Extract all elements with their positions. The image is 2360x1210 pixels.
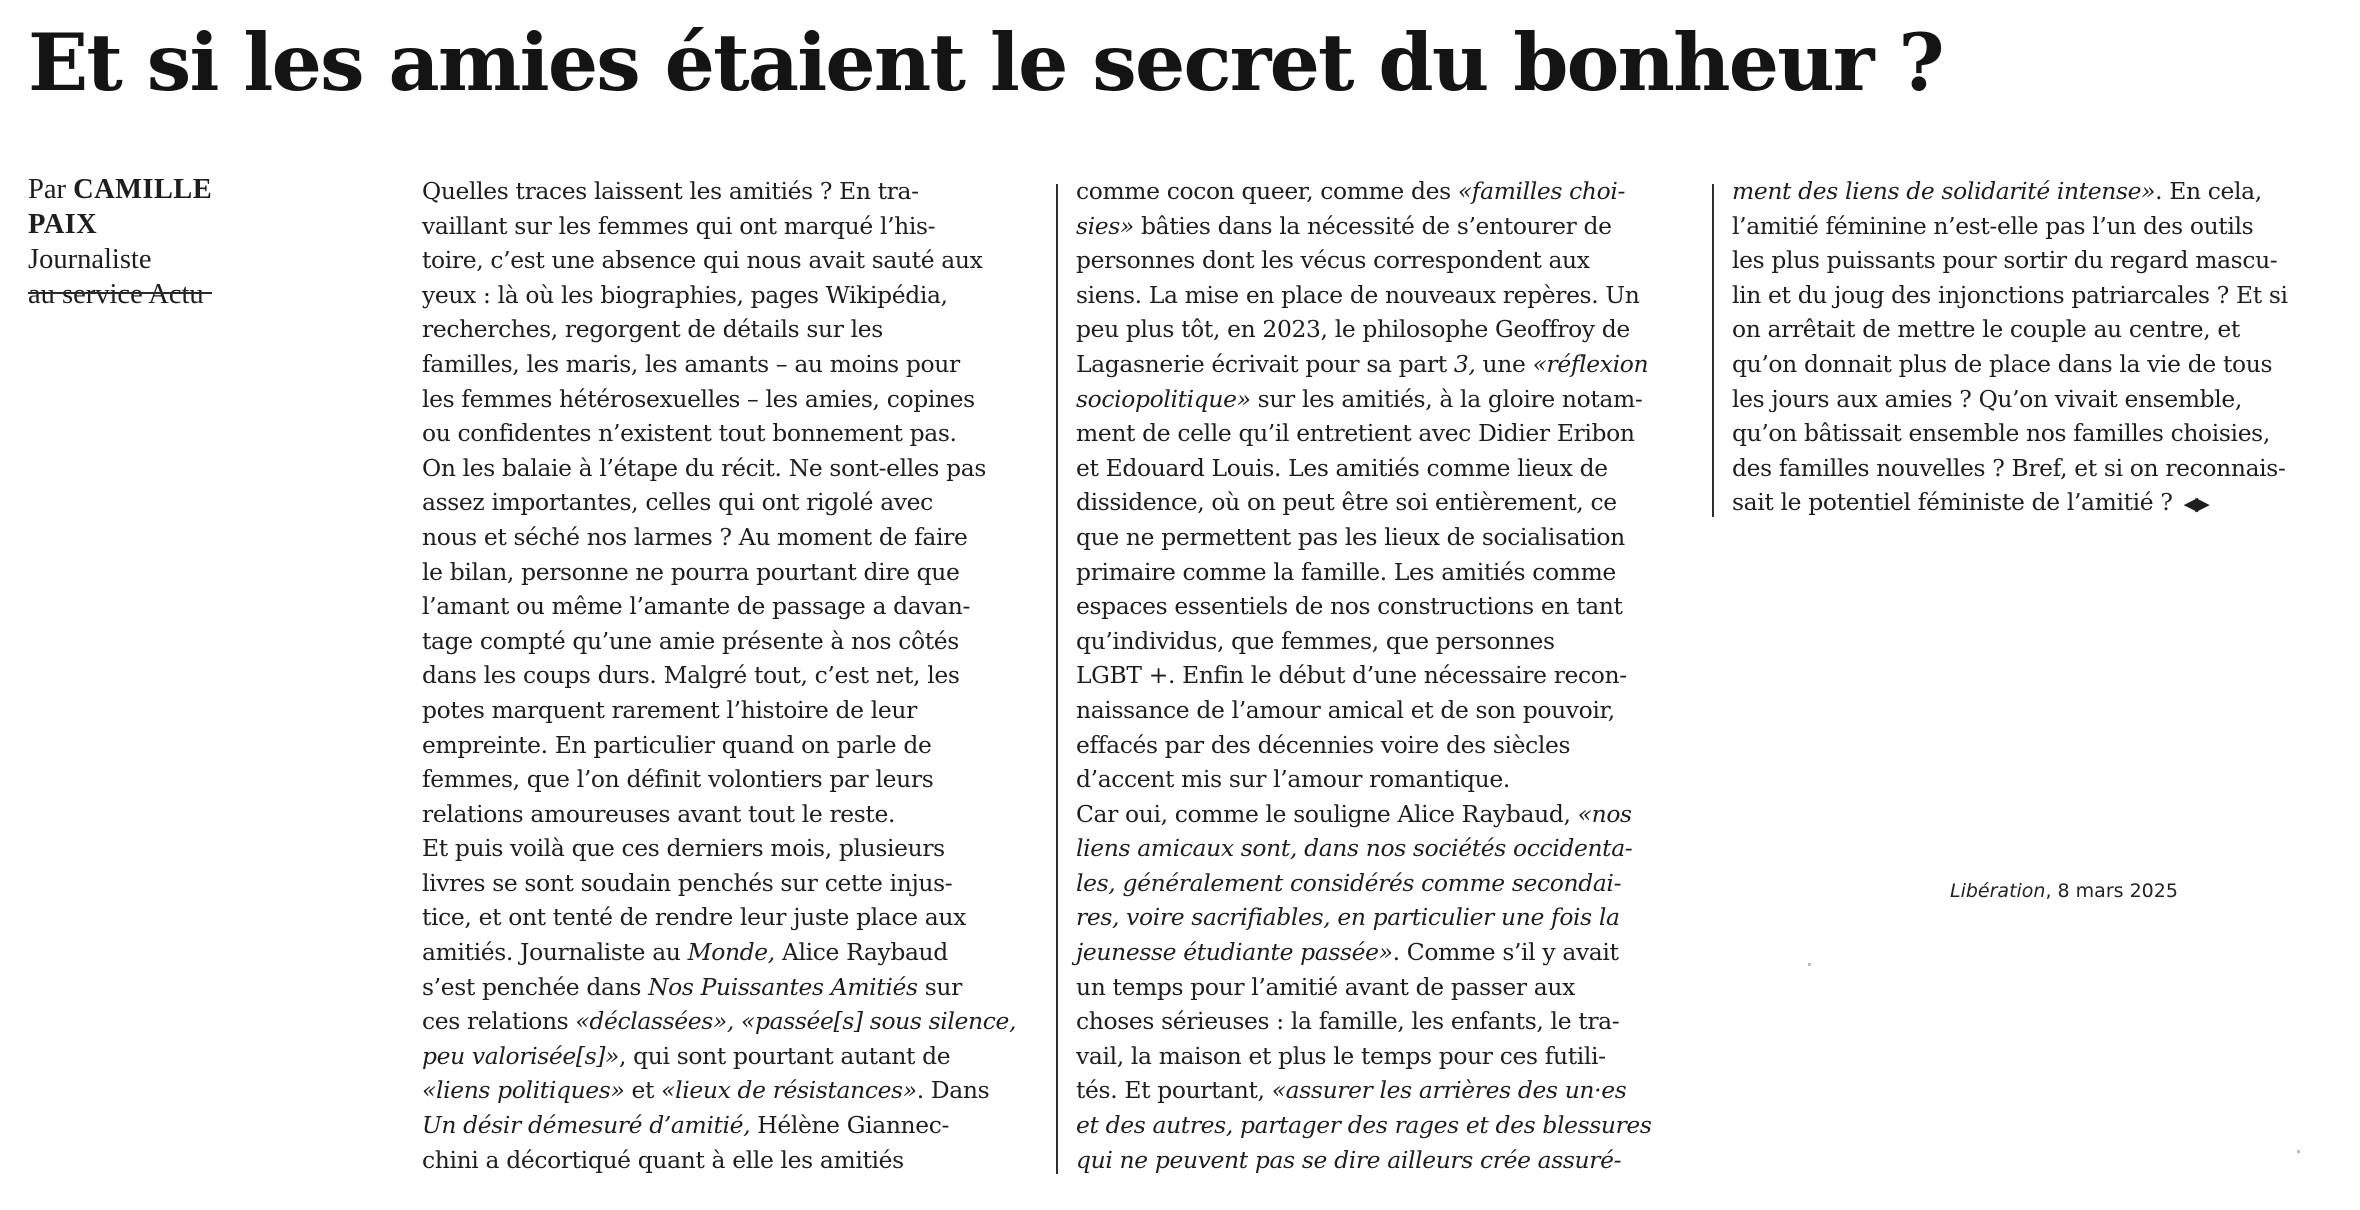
italic-text: qui ne peuvent pas se dire ailleurs crée assuré- <box>1076 1145 1622 1174</box>
text-line <box>1076 693 1615 728</box>
text-line <box>422 555 960 590</box>
text-run: et <box>624 1076 662 1105</box>
text-line <box>1076 589 1623 624</box>
text-run: choses sérieuses : la famille, les enfants, le tra- <box>1076 1007 1620 1036</box>
text-run: les plus puissants pour sortir du regard mascu- <box>1732 246 2278 275</box>
text-run: . Dans <box>916 1076 990 1105</box>
text-line <box>1732 312 2240 347</box>
text-run: et Edouard Louis. Les amitiés comme lieux de <box>1076 453 1608 482</box>
text-run: ces relations <box>422 1007 576 1036</box>
text-line <box>1076 624 1555 659</box>
text-line <box>422 866 953 901</box>
text-run: peu plus tôt, en 2023, le philosophe Geoffroy de <box>1076 315 1630 344</box>
text-line <box>1076 831 1633 866</box>
text-run: s’est penchée dans <box>422 972 649 1001</box>
text-line <box>1732 451 2286 486</box>
text-run: lin et du joug des injonctions patriarcales ? Et si <box>1732 280 2288 309</box>
text-run: ou confidentes n’existent tout bonnement pas. <box>422 419 957 448</box>
text-line <box>422 900 966 935</box>
italic-text: res, voire sacrifiables, en particulier une fois la <box>1076 903 1620 932</box>
text-line <box>422 658 960 693</box>
text-run: tés. Et pourtant, <box>1076 1076 1272 1105</box>
text-line <box>1732 278 2288 313</box>
text-run: naissance de l’amour amical et de son pouvoir, <box>1076 695 1615 724</box>
source-credit <box>1950 880 2178 902</box>
text-run: chini a décortiqué quant à elle les amitiés <box>422 1145 904 1174</box>
text-run: relations amoureuses avant tout le reste. <box>422 799 896 828</box>
text-line <box>1076 451 1608 486</box>
byline-role: Journaliste <box>28 244 152 275</box>
text-run: vaillant sur les femmes qui ont marqué l’his- <box>422 211 936 240</box>
text-run: comme cocon queer, comme des <box>1076 177 1458 205</box>
text-line <box>422 1004 1017 1039</box>
text-run: l’amitié féminine n’est-elle pas l’un des outils <box>1732 211 2254 240</box>
text-line <box>1076 797 1632 832</box>
italic-text: «liens politiques» <box>422 1076 625 1105</box>
italic-text: «lieux de résistances» <box>661 1076 917 1105</box>
italic-text: peu valorisée[s]» <box>422 1041 620 1070</box>
text-line <box>1732 209 2254 244</box>
text-line <box>422 1108 950 1143</box>
text-run: primaire comme la famille. Les amitiés comme <box>1076 557 1616 586</box>
text-line <box>422 278 948 313</box>
text-line <box>422 174 919 209</box>
text-run: le bilan, personne ne pourra pourtant dire que <box>422 557 960 586</box>
text-line <box>1076 520 1625 555</box>
italic-text: Monde, <box>687 938 775 967</box>
text-run: vail, la maison et plus le temps pour ces futili- <box>1076 1041 1606 1070</box>
text-run: qu’on bâtissait ensemble nos familles choisies, <box>1732 419 2270 448</box>
text-run: , qui sont pourtant autant de <box>619 1041 951 1070</box>
text-run: dans les coups durs. Malgré tout, c’est net, les <box>422 661 960 690</box>
text-run: familles, les maris, les amants – au moins pour <box>422 349 960 378</box>
text-run: les jours aux amies ? Qu’on vivait ensemble, <box>1732 384 2242 413</box>
text-line <box>1076 866 1622 901</box>
text-run: Lagasnerie écrivait pour sa part <box>1076 349 1454 378</box>
text-line <box>1732 347 2273 382</box>
italic-text: «réflexion <box>1532 349 1649 378</box>
column-divider-2 <box>1712 184 1714 517</box>
byline-divider <box>28 292 212 294</box>
italic-text: «familles choi- <box>1457 177 1626 205</box>
text-run: effacés par des décennies voire des siècles <box>1076 730 1571 759</box>
article-column-3 <box>1732 174 2288 522</box>
byline-author-row <box>28 172 218 242</box>
byline-prefix: Par <box>28 174 66 205</box>
italic-text: et des autres, partager des rages et des blessures <box>1076 1111 1652 1140</box>
italic-text: ment des liens de solidarité intense» <box>1732 177 2156 205</box>
text-line <box>1076 485 1617 520</box>
scan-speck <box>1808 963 1811 966</box>
text-line <box>422 243 983 278</box>
italic-text: liens amicaux sont, dans nos sociétés occidenta- <box>1076 834 1633 863</box>
italic-text: les, généralement considérés comme secondai- <box>1076 868 1622 897</box>
text-run: Car oui, comme le souligne Alice Raybaud, <box>1076 799 1578 828</box>
text-line <box>1732 243 2278 278</box>
column-divider-1 <box>1056 184 1058 1174</box>
article-headline: Et si les amies étaient le secret du bonheur ? <box>28 16 1943 109</box>
text-run: femmes, que l’on définit volontiers par leurs <box>422 765 934 794</box>
text-line <box>1076 900 1620 935</box>
text-line <box>1076 1108 1652 1143</box>
text-run: Et puis voilà que ces derniers mois, plusieurs <box>422 834 945 863</box>
text-line <box>422 728 932 763</box>
text-run: LGBT +. Enfin le début d’une nécessaire recon- <box>1076 661 1627 690</box>
text-line <box>1076 174 1626 209</box>
text-run: on arrêtait de mettre le couple au centre, et <box>1732 315 2240 344</box>
text-line <box>1076 1004 1620 1039</box>
text-run: Alice Raybaud <box>774 938 948 967</box>
text-run: On les balaie à l’étape du récit. Ne sont-elles pas <box>422 453 986 482</box>
text-line <box>422 797 896 832</box>
text-line <box>422 1073 990 1108</box>
text-line <box>422 347 960 382</box>
italic-text: «nos <box>1577 799 1632 828</box>
text-line <box>1732 382 2242 417</box>
scan-speck <box>2297 1150 2300 1153</box>
text-run: potes marquent rarement l’histoire de leur <box>422 695 917 724</box>
text-line <box>422 416 957 451</box>
end-of-article-icon: ◀▶ <box>2183 493 2207 516</box>
text-run: recherches, regorgent de détails sur les <box>422 315 883 344</box>
text-line <box>1076 278 1640 313</box>
text-line <box>1076 209 1612 244</box>
text-run: assez importantes, celles qui ont rigolé avec <box>422 488 933 517</box>
text-run: espaces essentiels de nos constructions en tant <box>1076 592 1623 621</box>
text-run: des familles nouvelles ? Bref, et si on reconnais- <box>1732 453 2286 482</box>
text-line <box>1732 485 2207 522</box>
text-run: livres se sont soudain penchés sur cette injus- <box>422 868 953 897</box>
text-line <box>422 520 968 555</box>
text-run: sait le potentiel féministe de l’amitié ? <box>1732 488 2180 517</box>
source-publication: Libération <box>1950 880 2046 902</box>
italic-text: «assurer les arrières des un·es <box>1271 1076 1627 1105</box>
text-line <box>1076 935 1619 970</box>
text-run: d’accent mis sur l’amour romantique. <box>1076 765 1510 794</box>
text-run: qu’on donnait plus de place dans la vie de tous <box>1732 349 2273 378</box>
text-run: un temps pour l’amitié avant de passer aux <box>1076 972 1575 1001</box>
text-line <box>422 451 986 486</box>
text-line <box>1076 243 1590 278</box>
text-run: . Comme s’il y avait <box>1392 938 1619 967</box>
text-line <box>422 831 945 866</box>
source-date: , 8 mars 2025 <box>2045 880 2178 902</box>
text-run: personnes dont les vécus correspondent aux <box>1076 246 1590 275</box>
text-run: nous et séché nos larmes ? Au moment de faire <box>422 522 968 551</box>
text-run: siens. La mise en place de nouveaux repères. Un <box>1076 280 1640 309</box>
text-run: les femmes hétérosexuelles – les amies, copines <box>422 384 975 413</box>
text-run: bâties dans la nécessité de s’entourer de <box>1133 211 1612 240</box>
text-run: que ne permettent pas les lieux de socialisation <box>1076 522 1625 551</box>
text-run: sur <box>917 972 962 1001</box>
text-run: l’amant ou même l’amante de passage a davan- <box>422 592 971 621</box>
text-line <box>1076 382 1643 417</box>
text-line <box>1076 312 1630 347</box>
byline <box>28 172 218 312</box>
text-run: sur les amitiés, à la gloire notam- <box>1250 384 1643 413</box>
text-run: tice, et ont tenté de rendre leur juste place aux <box>422 903 966 932</box>
text-line <box>1076 970 1575 1005</box>
text-line <box>1076 1073 1627 1108</box>
text-line <box>1076 555 1616 590</box>
text-line <box>1076 762 1510 797</box>
italic-text: jeunesse étudiante passée» <box>1076 938 1393 967</box>
text-run: une <box>1475 349 1533 378</box>
italic-text: 3, <box>1453 349 1476 378</box>
text-line <box>422 624 959 659</box>
text-line <box>422 382 975 417</box>
text-line <box>1076 728 1571 763</box>
text-line <box>1076 416 1635 451</box>
text-run: toire, c’est une absence qui nous avait sauté aux <box>422 246 983 275</box>
text-run: dissidence, où on peut être soi entièrement, ce <box>1076 488 1617 517</box>
text-line <box>1076 658 1627 693</box>
italic-text: Nos Puissantes Amitiés <box>648 972 918 1001</box>
text-line <box>1076 1143 1622 1178</box>
text-line <box>1732 174 2262 209</box>
text-line <box>422 209 936 244</box>
text-line <box>422 935 948 970</box>
text-line <box>422 1039 951 1074</box>
text-run: yeux : là où les biographies, pages Wikipédia, <box>422 280 948 309</box>
text-line <box>422 485 933 520</box>
text-line <box>422 312 883 347</box>
text-line <box>1076 347 1649 382</box>
text-line <box>422 762 934 797</box>
byline-author: CAMILLE PAIX <box>28 174 213 240</box>
text-line <box>422 589 971 624</box>
text-run: Quelles traces laissent les amitiés ? En tra- <box>422 177 919 205</box>
text-line <box>1732 416 2270 451</box>
text-run: . En cela, <box>2155 177 2262 205</box>
article-column-2 <box>1076 174 1652 1177</box>
text-line <box>1076 1039 1606 1074</box>
text-line <box>422 970 962 1005</box>
text-run: amitiés. Journaliste au <box>422 938 688 967</box>
text-run: qu’individus, que femmes, que personnes <box>1076 626 1555 655</box>
text-line <box>422 1143 904 1178</box>
italic-text: sociopolitique» <box>1076 384 1251 413</box>
text-line <box>422 693 917 728</box>
text-run: Hélène Giannec- <box>750 1111 950 1140</box>
text-run: tage compté qu’une amie présente à nos côtés <box>422 626 959 655</box>
text-run: empreinte. En particulier quand on parle de <box>422 730 932 759</box>
italic-text: sies» <box>1076 211 1134 240</box>
italic-text: Un désir démesuré d’amitié, <box>422 1111 751 1140</box>
text-run: ment de celle qu’il entretient avec Didier Eribon <box>1076 419 1635 448</box>
article-column-1 <box>422 174 1017 1177</box>
byline-desk: au service Actu <box>28 279 204 310</box>
italic-text: «déclassées», «passée[s] sous silence, <box>575 1007 1017 1036</box>
